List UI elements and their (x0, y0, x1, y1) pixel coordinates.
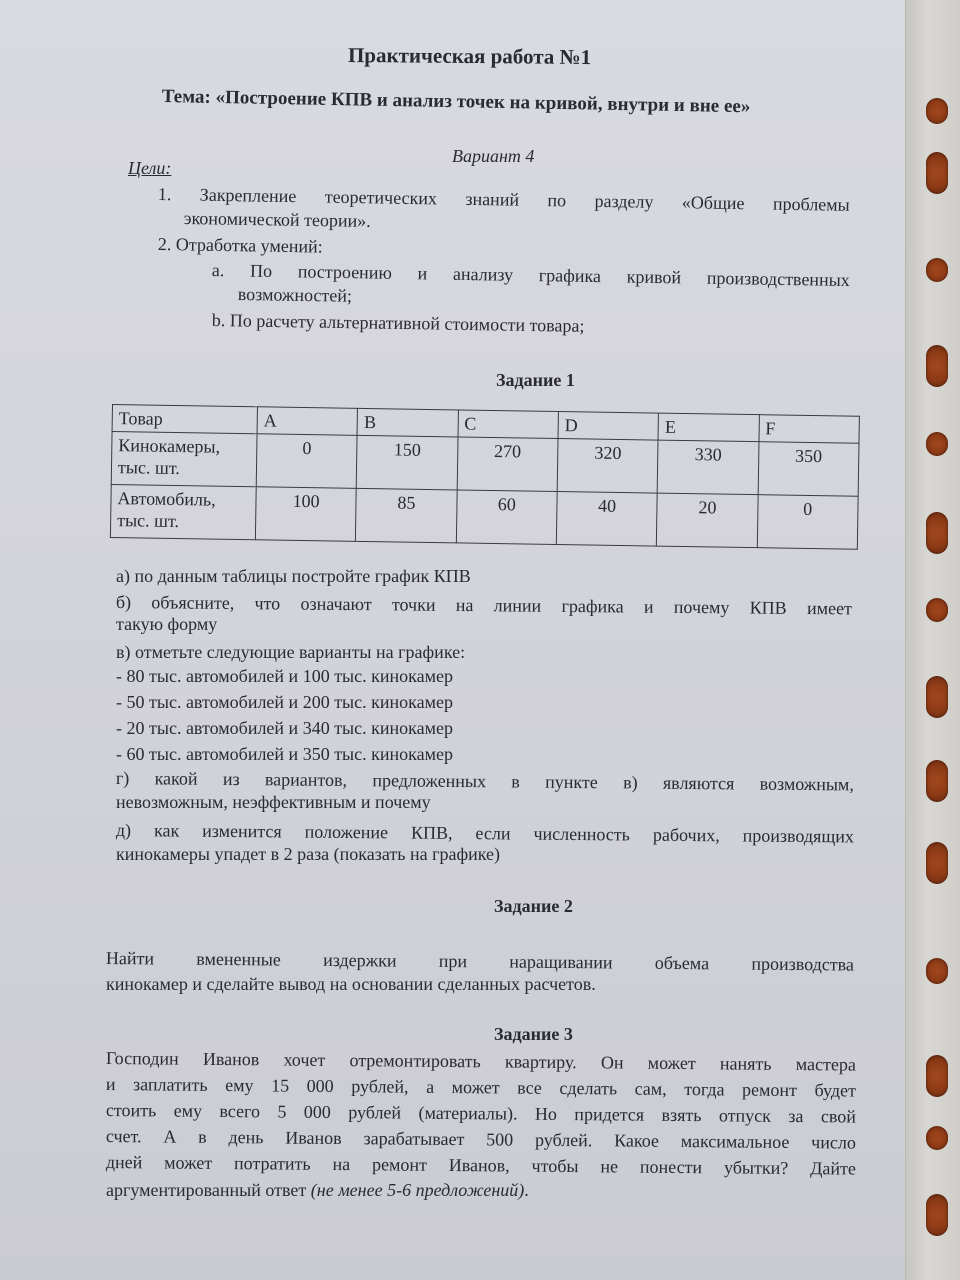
table-cell: 85 (356, 488, 457, 543)
task-2-heading: Задание 2 (494, 896, 573, 916)
task-3-line-5: дней может потратить на ремонт Иванов, чтобы не понести убытки? Дайте (105, 1152, 856, 1179)
task-1-question-b-line-1: б) объясните, что означают точки на линии графика и почему КПВ имеет (115, 592, 852, 619)
task-1-question-d-line-1: г) какой из вариантов, предложенных в пункте в) являются возможным, (115, 768, 854, 795)
table-header-cell: A (257, 407, 358, 436)
option-item: - 50 тыс. автомобилей и 200 тыс. кинокамер (116, 692, 453, 712)
binder-hole (926, 958, 948, 984)
variant-label: Вариант 4 (452, 146, 535, 166)
binder-hole (926, 760, 948, 802)
task-1-question-b-line-2: такую форму (116, 614, 218, 634)
option-item: - 60 тыс. автомобилей и 350 тыс. кинокамер (116, 744, 453, 764)
table-row (110, 484, 858, 549)
table-row-label (110, 484, 256, 539)
table-cell: 150 (357, 435, 458, 490)
task-1-question-c: в) отметьте следующие варианты на графике: (116, 642, 466, 662)
table-cell: 350 (758, 442, 859, 497)
task-3-heading: Задание 3 (494, 1024, 573, 1044)
table-cell: 0 (757, 495, 858, 550)
table-cell: 320 (557, 439, 658, 494)
binder-hole (926, 512, 948, 554)
table-row-label (111, 432, 257, 487)
binder-hole (926, 258, 948, 282)
table-cell: 0 (256, 434, 357, 489)
table-cell: 270 (457, 437, 558, 492)
goal-1-line-2: экономической теории». (183, 208, 371, 231)
goal-2: 2. Отработка умений: (157, 234, 323, 257)
task-2-line-1: Найти вмененные издержки при наращивании объема производства (105, 948, 854, 975)
table-header-cell: E (658, 413, 759, 442)
table-cell: 330 (657, 440, 758, 495)
task-3-line-3: стоить ему всего 5 000 рублей (материалы). Но придется взять отпуск за свой (105, 1100, 856, 1127)
table-header-cell: C (458, 410, 559, 439)
task-3-line-6 (106, 1180, 529, 1201)
binder-hole (926, 432, 948, 456)
task-1-question-e-line-2: кинокамеры упадет в 2 раза (показать на графике) (116, 844, 501, 864)
task-3-line-1: Господин Иванов хочет отремонтировать квартиру. Он может нанять мастера (105, 1048, 856, 1075)
document-topic: Тема: «Построение КПВ и анализ точек на кривой, внутри и вне ее» (161, 86, 751, 118)
task-2-line-2: кинокамер и сделайте вывод на основании сделанных расчетов. (106, 974, 596, 994)
binder-hole (926, 1194, 948, 1236)
table-header-cell: F (759, 415, 860, 444)
binder-hole (926, 345, 948, 387)
table-cell: 100 (255, 487, 356, 542)
task-3-line-6-text: аргументированный ответ (106, 1180, 311, 1200)
table-cell: 20 (657, 493, 758, 548)
task-3-line-4: счет. А в день Иванов зарабатывает 500 рублей. Какое максимальное число (105, 1126, 856, 1153)
task-3-line-6-italic: (не менее 5-6 предложений) (310, 1180, 525, 1200)
binder-hole (926, 598, 948, 622)
option-item: - 80 тыс. автомобилей и 100 тыс. кинокамер (116, 666, 453, 686)
table-header-cell: Товар (112, 405, 257, 434)
table-header-cell: B (357, 408, 458, 437)
binder-hole (926, 1055, 948, 1097)
document-title: Практическая работа №1 (347, 42, 592, 70)
task-1-question-e-line-1: д) как изменится положение КПВ, если численность рабочих, производящих (115, 820, 854, 847)
task-1-heading: Задание 1 (496, 370, 575, 390)
table-row-label-line: Кинокамеры, (118, 435, 221, 457)
binder-hole (926, 1126, 948, 1150)
goal-2a-line-2: возможностей; (237, 284, 353, 306)
binder-hole (926, 676, 948, 718)
binder-hole (926, 152, 948, 194)
task-3-line-2: и заплатить ему 15 000 рублей, а может все сделать сам, тогда ремонт будет (105, 1074, 856, 1101)
table-cell: 60 (456, 490, 557, 545)
task-1-question-a: а) по данным таблицы постройте график КПВ (116, 566, 471, 586)
goals-label: Цели: (128, 158, 172, 178)
binder-hole (926, 842, 948, 884)
goal-1-line-1: 1. Закрепление теоретических знаний по разделу «Общие проблемы (157, 184, 850, 215)
option-item: - 20 тыс. автомобилей и 340 тыс. кинокамер (116, 718, 453, 738)
task-1-question-d-line-2: невозможным, неэффективным и почему (116, 792, 431, 812)
table-row-label-line: Автомобиль, (117, 488, 216, 510)
table-header-cell: D (558, 412, 659, 441)
table-cell: 40 (556, 492, 657, 547)
goal-2a-line-1: a. По построению и анализу графика кривой производственных (211, 260, 850, 291)
production-table (110, 404, 860, 550)
table-row-label-line: тыс. шт. (117, 510, 180, 532)
goal-2b: b. По расчету альтернативной стоимости товара; (211, 310, 585, 336)
binder-hole (926, 98, 948, 124)
table-row-label-line: тыс. шт. (117, 457, 180, 479)
task-3-line-6-end: . (524, 1180, 529, 1200)
